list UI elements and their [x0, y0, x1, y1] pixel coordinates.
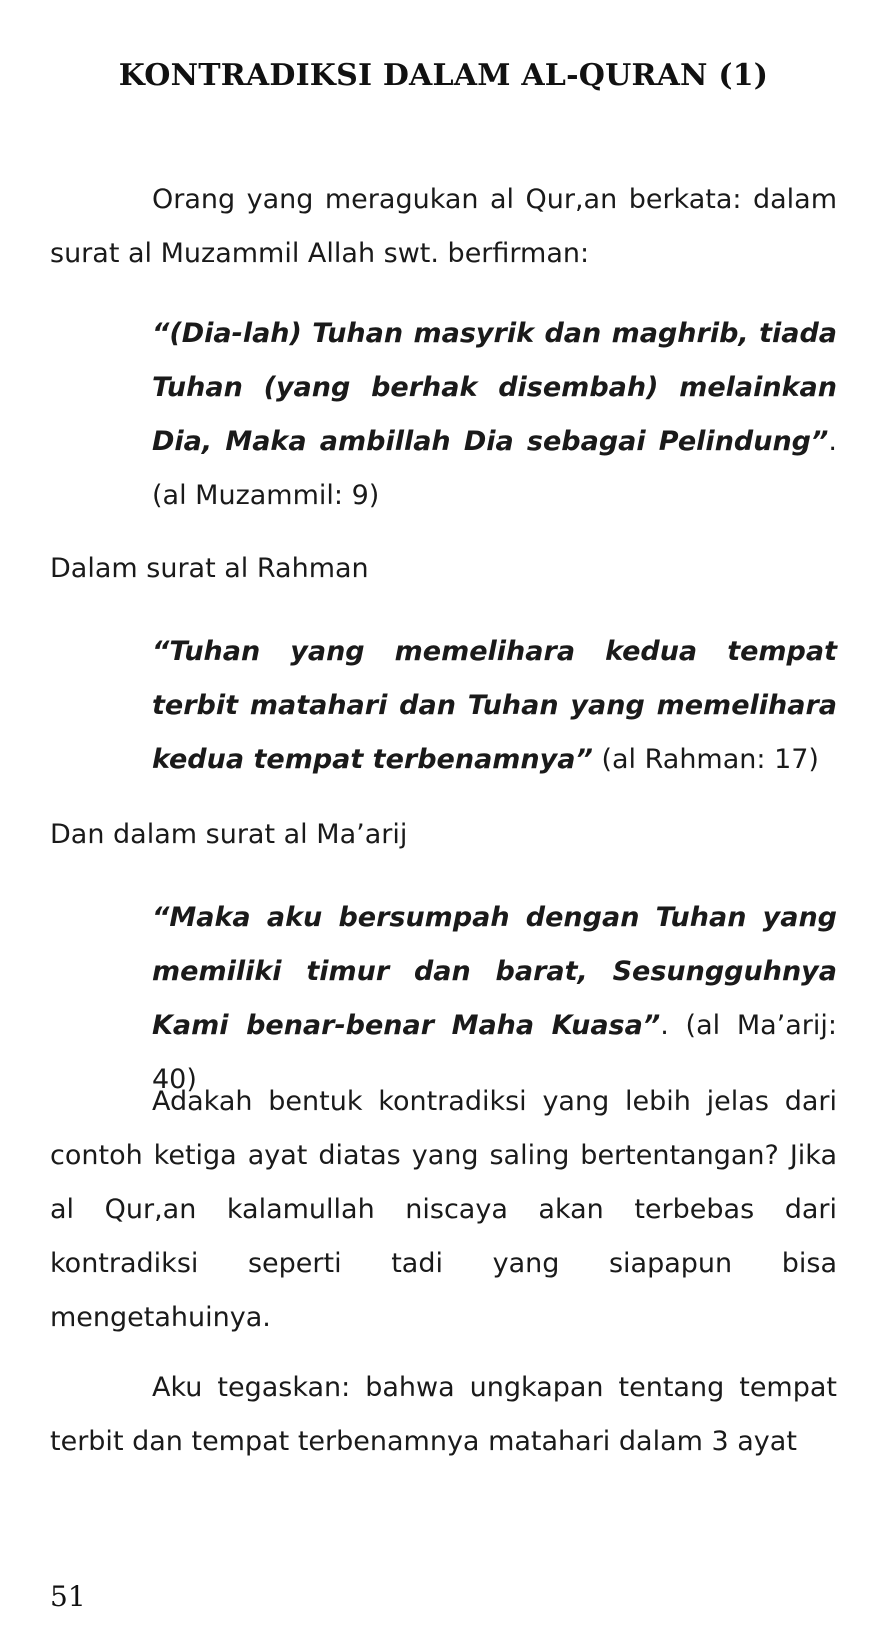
- intro-paragraph: Orang yang meragukan al Qur,an berkata: dalam surat al Muzammil Allah swt. berfirman:: [50, 184, 837, 269]
- quote-rahman-text: “Tuhan yang memelihara kedua tempat terbit matahari dan Tuhan yang memelihara kedua tempat terbenamnya”: [152, 636, 837, 775]
- question-paragraph: Adakah bentuk kontradiksi yang lebih jelas dari contoh ketiga ayat diatas yang saling bertentangan? Jika al Qur,an kalamullah niscaya akan terbebas dari kontradiksi seperti tadi yang siapapun bisa mengetahuinya.: [50, 1086, 837, 1333]
- quote-maarij-text: “Maka aku bersumpah dengan Tuhan yang memiliki timur dan barat, Sesungguhnya Kami benar-benar Maha Kuasa”: [152, 902, 837, 1041]
- quote-muzammil: [152, 307, 837, 523]
- book-page: [50, 0, 837, 1645]
- label-maarij: Dan dalam surat al Ma’arij: [50, 819, 408, 850]
- quote-rahman-reference: (al Rahman: 17): [592, 744, 819, 775]
- label-rahman: Dalam surat al Rahman: [50, 553, 369, 584]
- answer-paragraph: Aku tegaskan: bahwa ungkapan tentang tempat terbit dan tempat terbenamnya matahari dalam 3 ayat: [50, 1372, 837, 1457]
- page-title: KONTRADIKSI DALAM AL-QURAN (1): [118, 58, 769, 93]
- quote-rahman: [152, 625, 837, 787]
- quote-muzammil-text: “(Dia-lah) Tuhan masyrik dan maghrib, tiada Tuhan (yang berhak disembah) melainkan Dia, Maka ambillah Dia sebagai Pelindung”: [152, 318, 837, 457]
- quote-muzammil-reference: . (al Muzammil: 9): [152, 426, 837, 511]
- page-number: 51: [50, 1580, 86, 1613]
- quote-maarij-reference: . (al Ma’arij: 40): [152, 1010, 838, 1095]
